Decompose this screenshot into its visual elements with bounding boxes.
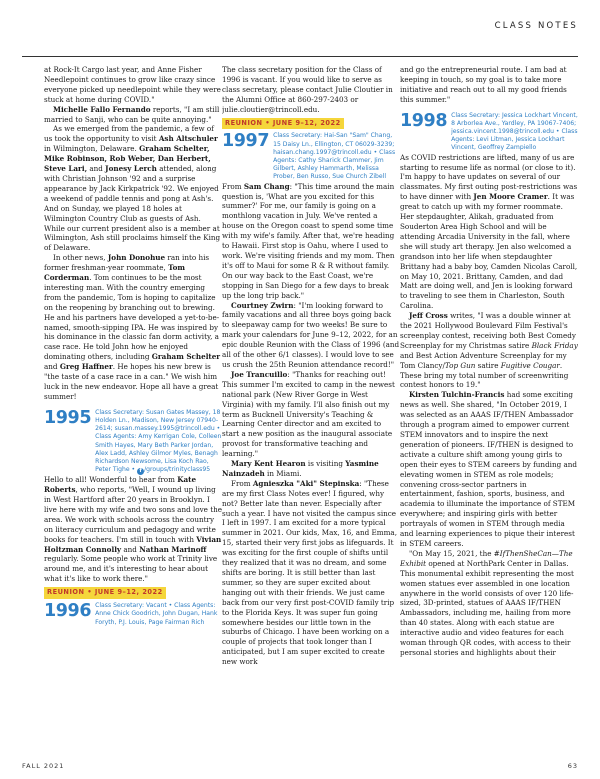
text: attended, along with Christian Johnson '92 and a surprise appearance by Jack Kirkpatrick '92. We enjoyed a weekend of paddle tennis and pong at Ash's. And on Sunday, we played 18 holes at Wilmington Country Club as guests of Ash. While our current president also is a member at Wilmington, Ash still proclaims himself the King of Delaware. <box>44 164 221 253</box>
text: in Miami. <box>264 468 302 478</box>
class-contacts[interactable]: Class Secretary: Vacant • Class Agents: Anne Chick Goodrich, John Dugan, Hank Foryth, P.J. Louis, Page Fairman Rich <box>95 602 218 626</box>
facebook-group-link[interactable]: /groups/trinityclass95 <box>144 466 211 474</box>
text: As we emerged from the pandemic, a few of us took the opportunity to visit <box>44 124 214 144</box>
text: . It was great to catch up with my former roommate. Her stepdaughter, Alikah, graduated from Souderton Area High School and will be attending Arcadia University in the fall, where she will study art therapy. Jen also welcomed a grandson into her life when stepdaughter Brittany had a baby boy, Camden Nicolas Caroll, on May 10, 2021. Brittany, Camden, and dad Matt are doing well, and Jen is looking forward to traveling to see them in Charleston, South Carolina. <box>400 192 578 311</box>
person-name: Kate Roberts <box>44 475 197 495</box>
person-name: John Donohue <box>107 253 166 263</box>
text: satire <box>475 360 501 370</box>
text: in Wilmington, Delaware. <box>44 144 140 154</box>
exhibit-title: #IfThenSheCan—The Exhibit <box>400 548 573 568</box>
text: and <box>121 544 140 554</box>
person-name: Vivian Holtzman Connolly <box>44 534 222 554</box>
class-contacts-text: Class Secretary: Susan Gates Massey, 18 Holden Ln., Madison, New Jersey 07940-2614; susan.massey.1995@trincoll.edu • Class Agents: Amy Kerrigan Cole, Colleen Smith Hayes, Mary Beth Parker Jordan, Alex Ladd, Ashley Gilmor Myles, Benagh Richardson Newsome, Lisa Koch Rao, Peter Tighe • <box>95 408 222 474</box>
text: writes, "I was a double winner at the 2021 Hollywood Boulevard Film Festival's screenplay contest, receiving both Best Comedy Screenplay for my Christmas satire <box>400 311 576 350</box>
text: . Tom continues to be the most interesting man. With the country emerging from the pandemic, Tom is hoping to capitalize on the reopening by branching out to brewing. He and his partners have developed a yet-to-be-named, smooth-sipping IPA. He was inspired by his dominance in the classic fan dorm activity, a case race. He told John how he enjoyed dominating others, including <box>44 273 220 362</box>
text: : "I'm looking forward to family vacations and all three boys going back to sleepaway camp for two weeks! Be sure to mark your calendars for June 9–12, 2022, for an epic double Reunion with the Class of 1996 (and all of the other 6/1 classes). I would love to see us crush the 25th Reunion attendance record!" <box>222 300 400 369</box>
film-title: Fugitive Cougar <box>500 360 560 370</box>
text: ran into his former freshman-year roommate, <box>44 253 210 273</box>
text: As COVID restrictions are lifted, many of us are starting to resume life as normal (or close to it). I'm happy to have updates on several of our classmates. My first outing post-restrictions was to have dinner with <box>400 152 578 202</box>
person-name: Yasmine Nainzadeh <box>222 459 379 478</box>
paragraph <box>44 475 222 584</box>
person-name: Sam Chang <box>243 181 290 191</box>
page-number: 63 <box>567 762 578 770</box>
text: Hello to all! Wonderful to hear from <box>44 475 178 485</box>
paragraph <box>222 370 400 459</box>
person-name: Jeff Cross <box>409 311 448 321</box>
text: : "These are my first Class Notes ever! I figured, why not? Better late than never. Especially after such a year. I have not visited the campus since I left in 1997. I am excited for a more typical summer in 2021. Our kids, Max, 16, and Emma, 15, started their very first jobs as lifeguards. It was exciting for the first couple of shifts until they realized that it was no dream, and some shifts are boring. It is still better than last summer, so they are super excited about hanging out with their friends. We just came back from our very first post-COVID family trip to the Florida Keys. It was super fun going somewhere besides our little town in the suburbs of Chicago. I have been working on a couple of projects that took longer than I anticipated, but I am super excited to create new work <box>222 478 397 667</box>
text: had some exciting news as well. She shared, "In October 2019, I was selected as an AAAS IF/THEN Ambassador through a program aimed to empower current STEM innovators and to inspire the next generation of pioneers. IF/THEN is designed to activate a culture shift among young girls to open their eyes to STEM careers by funding and elevating women in STEM as role models; convening cross-sector partners in entertainment, fashion, sports, business, and academia to illuminate the importance of STEM everywhere; and inspiring girls with better portrayals of women in STEM through media and learning experiences to pique their interest in STEM careers. <box>400 390 577 548</box>
paragraph: at Rock-It Cargo last year, and Anne Fisher Needlepoint continues to grow like crazy since everyone picked up needlepoint while they were stuck at home during COVID." <box>44 65 221 104</box>
person-name: Agnieszka "Aki" Stepinska <box>252 478 360 488</box>
paragraph <box>400 390 578 549</box>
text: and <box>87 164 106 174</box>
person-name: Joe Trancuillo <box>231 369 288 379</box>
column-3 <box>400 65 578 755</box>
person-name: Graham Schelter, Mike Robinson, Rob Weber, Dan Herbert, Steve Lari, <box>44 144 211 174</box>
paragraph: and go the entrepreneurial route. I am bad at keeping in touch, so my goal is to take more initiative and reach out to all my good friends this summer." <box>400 65 567 104</box>
text: . These bring my total number of screenwriting contest honors to 19." <box>400 360 569 390</box>
paragraph <box>400 549 578 658</box>
paragraph <box>222 182 400 301</box>
paragraph <box>222 301 400 370</box>
text: and <box>44 362 60 372</box>
class-1997-header <box>222 132 400 181</box>
footer-season: FALL 2021 <box>22 762 65 770</box>
text: opened at NorthPark Center in Dallas. This monumental exhibit representing the most women statues ever assembled in one location anywhere in the world consists of over 120 life-sized, 3D-printed, statues of AAAS IF/THEN Ambassadors, including me, hailing from more than 40 states. Along with each statue are interactive audio and video features for each woman through QR codes, with access to their personal stories and highlights about their <box>400 558 574 657</box>
class-year: 1996 <box>44 601 92 622</box>
person-name: Tom Corderman <box>44 263 185 283</box>
person-name: Michelle Fallo Fernando <box>53 104 151 114</box>
text: regularly. Some people who work at Trinity live around me, and it's interesting to hear about what it's like to work there." <box>44 554 218 584</box>
text: is visiting <box>305 459 346 469</box>
paragraph: The class secretary position for the Class of 1996 is vacant. If you would like to serve as class secretary, please contact Julie Cloutier in the Alumni Office at 860-297-2403 or julie.cloutier@trincoll.edu. <box>222 65 393 114</box>
person-name: Courtney Zwirn <box>231 300 294 310</box>
text: From <box>231 478 253 488</box>
class-year: 1995 <box>44 407 92 428</box>
text: : "Thanks for reaching out! This summer I'm excited to camp in the newest national park (New River Gorge in West Virginia) with my family. I'll also finish out my term as Bucknell University's Teaching & Learning Center director and am excited to start a new position as the inaugural associate provost for transformative teaching and learning." <box>222 369 395 459</box>
person-name: Nathan Marinoff <box>139 544 207 554</box>
person-name: Jen Moore Cramer <box>473 192 548 202</box>
facebook-icon[interactable]: f <box>137 468 144 475</box>
text: : "This time around the main question is, 'What are you excited for this summer?' For me, our family is going on a monthlong vacation in July. We've rented a house on the Oregon coast to spend some time with my wife's family. After that, we're heading to Hawaii. First stop is Oahu, where I used to work. We're visiting friends and my mom. Then it's off to Maui for some R & R without family. On our way back to the East Coast, we're stopping in San Diego for a few days to break up the long trip back." <box>222 181 395 300</box>
column-2 <box>222 65 400 755</box>
text: reports, "I am still married to Sanji, who can be quite annoying." <box>44 104 220 124</box>
class-contacts[interactable]: Class Secretary: Hai-San "Sam" Chang, 15 Daisy Ln., Ellington, CT 06029-3239; haisan.chang.1997@trincoll.edu • Class Agents: Cathy Sharick Clammer, Jim Gilbert, Ashley Hammarth, Melissa Prober, Ben Russo, Sue Church Zibell <box>273 132 396 181</box>
paragraph <box>44 105 222 125</box>
column-1 <box>44 65 222 755</box>
header-rule <box>22 56 578 57</box>
person-name: Ash Altschuler <box>158 134 218 144</box>
paragraph <box>222 479 400 667</box>
person-name: Graham Schelter <box>151 352 221 362</box>
section-header: CLASS NOTES <box>494 21 578 31</box>
text: and Best Action Adventure Screenplay for my Tom Clancy/ <box>400 350 567 370</box>
class-1996-header <box>44 602 222 627</box>
reunion-banner: REUNION • JUNE 9–12, 2022 <box>44 587 166 599</box>
class-1998-header <box>400 112 578 153</box>
paragraph <box>400 311 578 390</box>
paragraph <box>44 124 222 253</box>
class-1995-header <box>44 409 222 475</box>
film-title: Top Gun <box>444 360 476 370</box>
person-name: Kirsten Tulchin-Francis <box>409 390 505 400</box>
paragraph <box>44 253 222 402</box>
text: In other news, <box>53 253 108 263</box>
person-name: Mary Kent Hearon <box>231 459 306 469</box>
class-year: 1997 <box>222 131 270 152</box>
film-title: Black Friday <box>531 340 578 350</box>
text: From <box>222 181 244 191</box>
person-name: Greg Haffner <box>59 362 113 372</box>
text: . He hopes his new brew is "the taste of a case race in a can." We wish him luck in the new endeavor. Hope all have a great summer! <box>44 362 219 401</box>
text: , who reports, "Well, I wound up living in West Hartford after 20 years in Brooklyn. I live here with my wife and two sons and love the area. We work with schools across the country on literacy curriculum and pedagogy and write books for teachers. I'm still in touch with <box>44 485 222 544</box>
person-name: Jonesy Lerch <box>105 164 157 174</box>
class-year: 1998 <box>400 110 448 131</box>
text: "On May 15, 2021, the <box>409 548 494 558</box>
paragraph <box>400 153 578 312</box>
class-contacts[interactable] <box>95 409 222 475</box>
reunion-banner: REUNION • JUNE 9–12, 2022 <box>222 118 344 130</box>
class-contacts[interactable]: Class Secretary: Jessica Lockhart Vincent, 8 Arborlea Ave., Yardley, PA 19067-7406; jessica.vincent.1998@trincoll.edu • Class Agents: Levi Litman, Jessica Lockhart Vincent, Geoffrey Zampiello <box>451 111 578 152</box>
paragraph <box>222 459 400 479</box>
